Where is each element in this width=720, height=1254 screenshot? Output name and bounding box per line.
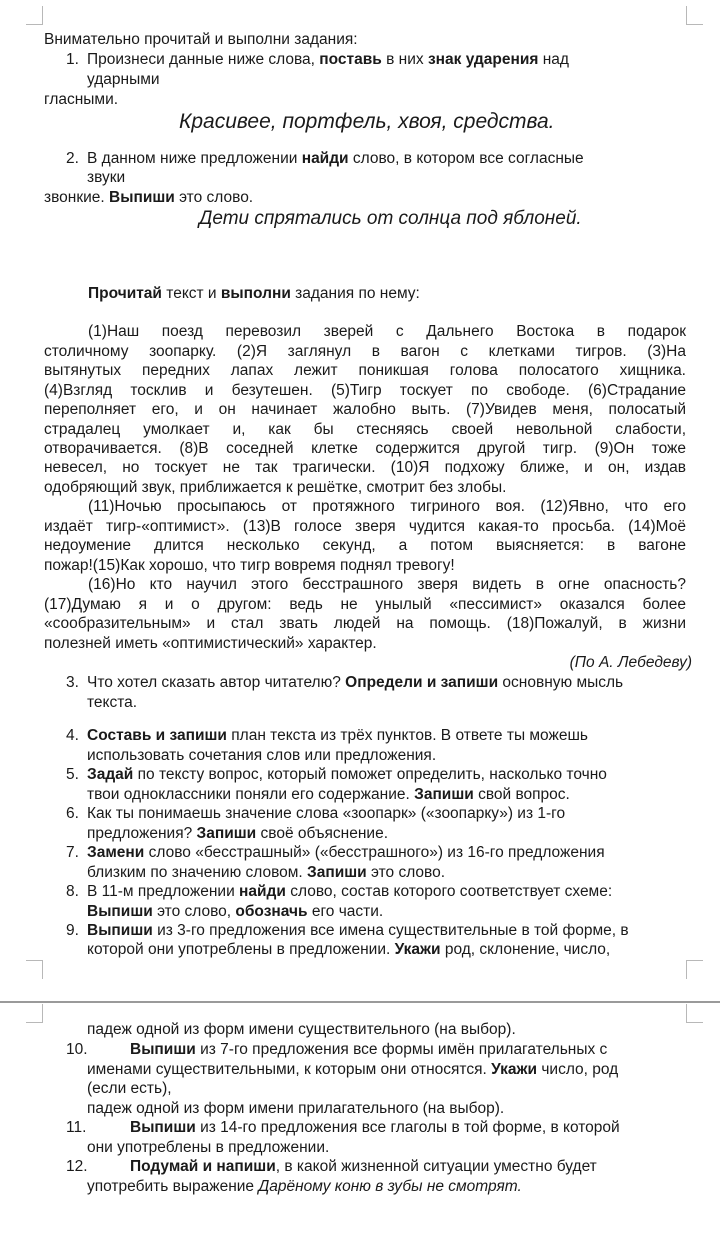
document-page-2 <box>0 1004 720 1254</box>
task-number: 3. <box>66 674 79 691</box>
task-12-text: Подумай и напиши, в какой жизненной ситуации уместно будет <box>130 1158 597 1175</box>
task-7-text-line: близким по значению словом. Запиши это слово. <box>87 864 446 881</box>
task-10-text: Выпиши из 7-го предложения все формы имён прилагательных с <box>130 1041 608 1058</box>
task-number: 1. <box>66 51 79 68</box>
page-corner-mark <box>686 960 703 979</box>
task-6-text-line: предложения? Запиши своё объяснение. <box>87 825 389 842</box>
task-1-text-line: ударными <box>87 71 160 88</box>
task-number: 10. <box>66 1041 88 1058</box>
task-10-text-line: (если есть), <box>87 1080 172 1097</box>
page-corner-mark <box>686 6 703 25</box>
task-8-text-line: Выпиши это слово, обозначь его части. <box>87 903 384 920</box>
task-10-text-line: именами существительными, к которым они относятся. Укажи число, род <box>87 1061 619 1078</box>
task-number: 5. <box>66 766 79 783</box>
passage-line: полезней иметь «оптимистический» характер. <box>44 635 377 652</box>
passage-line: столичному зоопарку. (2)Я заглянул в вагон с клетками тигров. (3)На <box>44 343 686 360</box>
page-corner-mark <box>26 1004 43 1023</box>
task-2-text: В данном ниже предложении найди слово, в котором все согласные <box>87 150 584 167</box>
task-9-text-line: которой они употреблены в предложении. Укажи род, склонение, число, <box>87 941 611 958</box>
passage-line: отворачивается. (8)В соседней клетке содержится другой тигр. (9)Он тоже <box>44 440 686 457</box>
task-3-text-line: текста. <box>87 694 138 711</box>
task-number: 6. <box>66 805 79 822</box>
task-number: 9. <box>66 922 79 939</box>
task-4-text-line: использовать сочетания слов или предложения. <box>87 747 437 764</box>
task-number: 12. <box>66 1158 88 1175</box>
passage-line: «сообразительным» и стал звать людей на помощь. (18)Пожалуй, в жизни <box>44 615 686 632</box>
passage-line: (4)Взгляд тосклив и безутешен. (5)Тигр тоскует по свободе. (6)Страдание <box>44 382 686 399</box>
task-number: 4. <box>66 727 79 744</box>
passage-author: (По А. Лебедеву) <box>569 654 692 671</box>
passage-line: (17)Думаю я и о другом: ведь не унылый «пессимист» оказался более <box>44 596 686 613</box>
page-corner-mark <box>26 960 43 979</box>
reading-instruction: Прочитай текст и выполни задания по нему: <box>88 285 420 302</box>
task-5-text-line: твои одноклассники поняли его содержание. Запиши свой вопрос. <box>87 786 570 803</box>
page-corner-mark <box>686 1004 703 1023</box>
task-1-text: Произнеси данные ниже слова, поставь в них знак ударения над <box>87 51 569 68</box>
passage-line: (1)Наш поезд перевозил зверей с Дальнего Востока в подарок <box>88 323 686 340</box>
task-11-text-line: они употреблены в предложении. <box>87 1139 330 1156</box>
task-4-text: Составь и запиши план текста из трёх пунктов. В ответе ты можешь <box>87 727 588 744</box>
passage-line: (16)Но кто научил этого бесстрашного зверя видеть в огне опасность? <box>88 576 686 593</box>
task-2-text-line: звуки <box>87 169 126 186</box>
task-9-continuation: падеж одной из форм имени существительного (на выбор). <box>87 1021 516 1038</box>
passage-line: невесел, но тоскует не так трагически. (10)Я подхожу ближе, и он, издав <box>44 459 686 476</box>
task-2-text-line: звонкие. Выпиши это слово. <box>44 189 254 206</box>
task-9-text: Выпиши из 3-го предложения все имена существительные в той форме, в <box>87 922 629 939</box>
page-corner-mark <box>26 6 43 25</box>
passage-line: вытянутых передних лапах лежит поникшая голова полосатого хищника. <box>44 362 686 379</box>
passage-line: издаёт тигр-«оптимист». (13)В голосе зверя чудится какая-то просьба. (14)Моё <box>44 518 686 535</box>
task-5-text: Задай по тексту вопрос, который поможет определить, насколько точно <box>87 766 607 783</box>
passage-line: одобряющий звук, приближается к решётке, смотрит без злобы. <box>44 479 507 496</box>
passage-line: переполняет его, и он начинает жалобно выть. (7)Увидев меня, полосатый <box>44 401 686 418</box>
task-3-text: Что хотел сказать автор читателю? Определи и запиши основную мысль <box>87 674 624 691</box>
passage-line: страдалец умолкает и, как бы стесняясь своей невольной слабости, <box>44 421 686 438</box>
task-6-text: Как ты понимаешь значение слова «зоопарк» («зоопарку») из 1-го <box>87 805 566 822</box>
passage-line: пожар!(15)Как хорошо, что тигр вовремя поднял тревогу! <box>44 557 455 574</box>
task-number: 8. <box>66 883 79 900</box>
passage-line: недоумение длится несколько секунд, а потом выясняется: в вагоне <box>44 537 686 554</box>
task-10-text-line: падеж одной из форм имени прилагательного (на выбор). <box>87 1100 505 1117</box>
task-2-sentence: Дети спрятались от солнца под яблоней. <box>199 208 582 229</box>
task-12-text-line: употребить выражение Дарёному коню в зубы не смотрят. <box>87 1178 522 1195</box>
task-1-text-line: гласными. <box>44 91 119 108</box>
task-11-text: Выпиши из 14-го предложения все глаголы в той форме, в которой <box>130 1119 620 1136</box>
task-number: 11. <box>66 1119 87 1136</box>
passage-line: (11)Ночью просыпаюсь от протяжного тигриного воя. (12)Явно, что его <box>88 498 686 515</box>
task-8-text: В 11-м предложении найди слово, состав которого соответствует схеме: <box>87 883 613 900</box>
task-number: 7. <box>66 844 79 861</box>
task-number: 2. <box>66 150 79 167</box>
task-1-words: Красивее, портфель, хвоя, средства. <box>179 110 555 133</box>
instructions-intro: Внимательно прочитай и выполни задания: <box>44 31 358 48</box>
task-7-text: Замени слово «бесстрашный» («бесстрашного») из 16-го предложения <box>87 844 605 861</box>
page-separator <box>0 1001 720 1003</box>
